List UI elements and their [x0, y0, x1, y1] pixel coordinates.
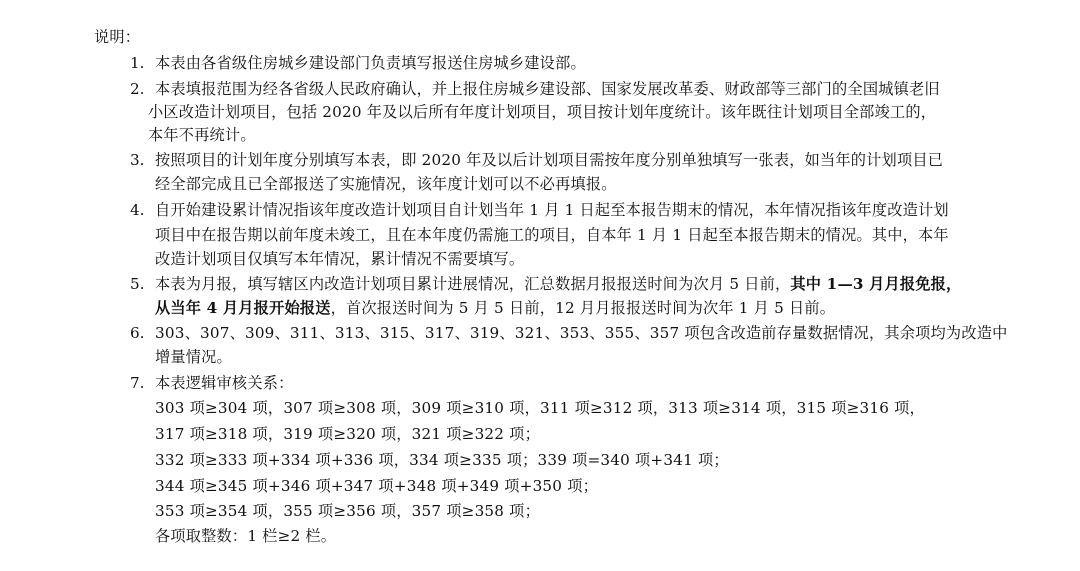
item-3-number: 3. [130, 151, 145, 169]
item-7-rule-3: 332 项≥333 项+334 项+336 项，334 项≥335 项；339 项=340 项+341 项； [155, 451, 729, 469]
item-2-line-3: 本年不再统计。 [148, 126, 256, 144]
item-3-line-2: 经全部完成且已全部报送了实施情况，该年度计划可以不必再填报。 [155, 175, 617, 193]
item-2-line-1: 本表填报范围为经各省级人民政府确认，并上报住房城乡建设部、国家发展改革委、财政部等三部门的全国城镇老旧 [155, 80, 940, 98]
item-6-line-1: 303、307、309、311、313、315、317、319、321、353、355、357 项包含改造前存量数据情况，其余项均为改造中 [155, 324, 1008, 342]
item-2-line-2: 小区改造计划项目，包括 2020 年及以后所有年度计划项目，项目按计划年度统计。该年既往计划项目全部竣工的， [148, 103, 937, 121]
item-5-line-1-bold: 其中 1—3 月月报免报， [790, 275, 962, 293]
notes-title: 说明： [94, 28, 141, 46]
item-3-line-1: 按照项目的计划年度分别填写本表，即 2020 年及以后计划项目需按年度分别单独填写一张表，如当年的计划项目已 [155, 151, 944, 169]
item-5-number: 5. [130, 275, 145, 293]
item-5-line-2 [155, 298, 835, 318]
item-6-line-2: 增量情况。 [155, 348, 232, 366]
item-5-line-1 [155, 274, 961, 294]
item-4-line-2: 项目中在报告期以前年度未竣工，且在本年度仍需施工的项目，自本年 1 月 1 日起至本报告期末的情况。其中，本年 [155, 226, 949, 244]
item-1-number: 1. [130, 54, 145, 72]
item-5-line-2-plain: ，首次报送时间为 5 月 5 日前，12 月月报报送时间为次年 1 月 5 日前。 [330, 299, 836, 317]
item-5-line-1-plain: 本表为月报，填写辖区内改造计划项目累计进展情况，汇总数据月报报送时间为次月 5 日前， [155, 275, 791, 293]
item-6-number: 6. [130, 324, 145, 342]
item-7-rule-6: 各项取整数：1 栏≥2 栏。 [155, 527, 337, 545]
item-1-line-1: 本表由各省级住房城乡建设部门负责填写报送住房城乡建设部。 [155, 54, 586, 72]
item-7-rule-1: 303 项≥304 项，307 项≥308 项，309 项≥310 项，311 项≥312 项，313 项≥314 项，315 项≥316 项， [155, 399, 925, 417]
item-7-heading: 本表逻辑审核关系： [155, 374, 294, 392]
item-7-number: 7. [130, 374, 145, 392]
item-7-rule-4: 344 项≥345 项+346 项+347 项+348 项+349 项+350 项； [155, 477, 598, 495]
item-7-rule-2: 317 项≥318 项，319 项≥320 项，321 项≥322 项； [155, 425, 540, 443]
item-4-line-1: 自开始建设累计情况指该年度改造计划项目自计划当年 1 月 1 日起至本报告期末的情况，本年情况指该年度改造计划 [155, 201, 949, 219]
item-7-rule-5: 353 项≥354 项，355 项≥356 项，357 项≥358 项； [155, 502, 540, 520]
item-4-number: 4. [130, 201, 145, 219]
item-5-line-2-bold: 从当年 4 月月报开始报送 [155, 299, 331, 317]
item-4-line-3: 改造计划项目仅填写本年情况，累计情况不需要填写。 [155, 250, 525, 268]
item-2-number: 2. [130, 80, 145, 98]
